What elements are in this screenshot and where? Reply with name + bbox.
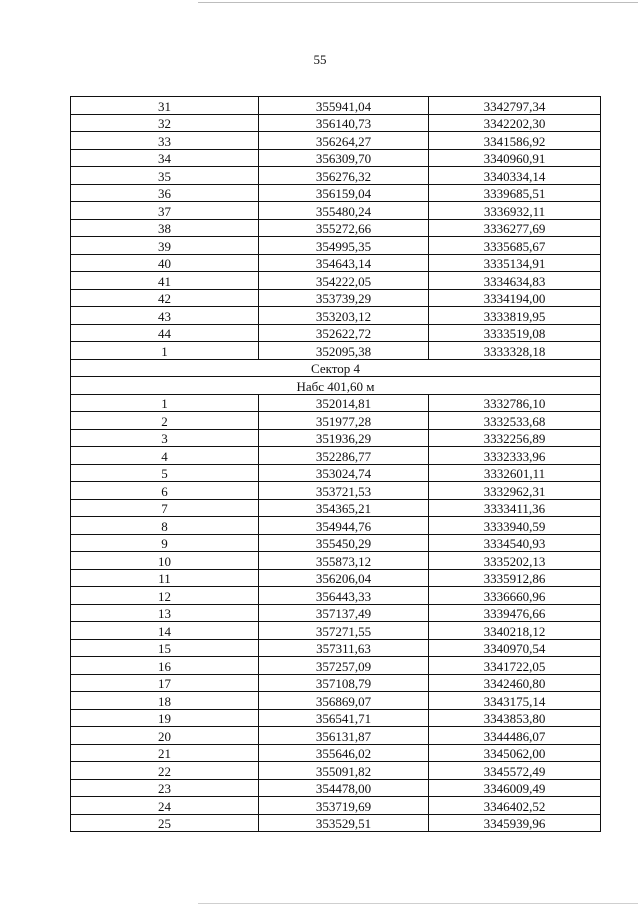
- coord-x-cell: 355272,66: [259, 219, 429, 237]
- coord-x-cell: 356869,07: [259, 692, 429, 710]
- point-number-cell: 17: [71, 674, 259, 692]
- point-number-cell: 6: [71, 482, 259, 500]
- coord-y-cell: 3343853,80: [429, 709, 601, 727]
- coord-y-cell: 3335202,13: [429, 552, 601, 570]
- coord-x-cell: 353721,53: [259, 482, 429, 500]
- table-row: [71, 517, 601, 535]
- point-number-cell: 13: [71, 604, 259, 622]
- coord-x-cell: 351936,29: [259, 429, 429, 447]
- point-number-cell: 33: [71, 132, 259, 150]
- table-row: [71, 569, 601, 587]
- table-row: [71, 779, 601, 797]
- coord-x-cell: 352286,77: [259, 447, 429, 465]
- coord-x-cell: 356541,71: [259, 709, 429, 727]
- table-row: [71, 814, 601, 832]
- coord-x-cell: 355480,24: [259, 202, 429, 220]
- table-row: [71, 394, 601, 412]
- table-row: [71, 307, 601, 325]
- coord-x-cell: 356159,04: [259, 184, 429, 202]
- point-number-cell: 5: [71, 464, 259, 482]
- coord-y-cell: 3335912,86: [429, 569, 601, 587]
- coord-x-cell: 356264,27: [259, 132, 429, 150]
- point-number-cell: 7: [71, 499, 259, 517]
- point-number-cell: 36: [71, 184, 259, 202]
- coord-y-cell: 3333519,08: [429, 324, 601, 342]
- coord-y-cell: 3342797,34: [429, 97, 601, 115]
- coord-x-cell: 356443,33: [259, 587, 429, 605]
- coord-y-cell: 3332962,31: [429, 482, 601, 500]
- height-label: Набс 401,60 м: [71, 377, 601, 395]
- table-row: [71, 674, 601, 692]
- table-row: [71, 657, 601, 675]
- coord-y-cell: 3334194,00: [429, 289, 601, 307]
- coord-y-cell: 3340334,14: [429, 167, 601, 185]
- sector-title: Сектор 4: [71, 359, 601, 377]
- table-row: [71, 149, 601, 167]
- coord-x-cell: 357137,49: [259, 604, 429, 622]
- coord-y-cell: 3332533,68: [429, 412, 601, 430]
- point-number-cell: 2: [71, 412, 259, 430]
- point-number-cell: 9: [71, 534, 259, 552]
- point-number-cell: 39: [71, 237, 259, 255]
- coord-x-cell: 353529,51: [259, 814, 429, 832]
- coord-x-cell: 356206,04: [259, 569, 429, 587]
- coord-x-cell: 357311,63: [259, 639, 429, 657]
- coord-y-cell: 3336277,69: [429, 219, 601, 237]
- coord-y-cell: 3335134,91: [429, 254, 601, 272]
- point-number-cell: 14: [71, 622, 259, 640]
- table-row: [71, 324, 601, 342]
- table-row: [71, 132, 601, 150]
- table-row: [71, 499, 601, 517]
- page-number: 55: [313, 52, 327, 67]
- coord-x-cell: 354478,00: [259, 779, 429, 797]
- table-row: [71, 622, 601, 640]
- point-number-cell: 42: [71, 289, 259, 307]
- table-row: [71, 272, 601, 290]
- table-row: [71, 534, 601, 552]
- coord-x-cell: 355646,02: [259, 744, 429, 762]
- point-number-cell: 23: [71, 779, 259, 797]
- table-row: [71, 447, 601, 465]
- coord-x-cell: 353024,74: [259, 464, 429, 482]
- table-row: [71, 744, 601, 762]
- point-number-cell: 35: [71, 167, 259, 185]
- coord-y-cell: 3334540,93: [429, 534, 601, 552]
- coord-y-cell: 3332786,10: [429, 394, 601, 412]
- coord-y-cell: 3336660,96: [429, 587, 601, 605]
- coord-y-cell: 3332601,11: [429, 464, 601, 482]
- table-row: [71, 167, 601, 185]
- point-number-cell: 3: [71, 429, 259, 447]
- point-number-cell: 15: [71, 639, 259, 657]
- point-number-cell: 44: [71, 324, 259, 342]
- table-row: [71, 604, 601, 622]
- coord-y-cell: 3343175,14: [429, 692, 601, 710]
- point-number-cell: 21: [71, 744, 259, 762]
- coord-y-cell: 3345062,00: [429, 744, 601, 762]
- coord-y-cell: 3346402,52: [429, 797, 601, 815]
- coord-y-cell: 3333819,95: [429, 307, 601, 325]
- top-scan-rule: [198, 2, 638, 3]
- sector-title-row: [71, 359, 601, 377]
- coord-x-cell: 355873,12: [259, 552, 429, 570]
- coord-x-cell: 354643,14: [259, 254, 429, 272]
- coord-y-cell: 3334634,83: [429, 272, 601, 290]
- coord-x-cell: 353719,69: [259, 797, 429, 815]
- coord-y-cell: 3340218,12: [429, 622, 601, 640]
- coord-x-cell: 356140,73: [259, 114, 429, 132]
- point-number-cell: 16: [71, 657, 259, 675]
- coord-y-cell: 3332333,96: [429, 447, 601, 465]
- point-number-cell: 4: [71, 447, 259, 465]
- table-row: [71, 552, 601, 570]
- point-number-cell: 1: [71, 394, 259, 412]
- point-number-cell: 31: [71, 97, 259, 115]
- coord-y-cell: 3342460,80: [429, 674, 601, 692]
- coord-x-cell: 353203,12: [259, 307, 429, 325]
- coord-y-cell: 3341722,05: [429, 657, 601, 675]
- table-row: [71, 219, 601, 237]
- point-number-cell: 18: [71, 692, 259, 710]
- coord-y-cell: 3340970,54: [429, 639, 601, 657]
- coord-x-cell: 355091,82: [259, 762, 429, 780]
- coord-x-cell: 356309,70: [259, 149, 429, 167]
- table-row: [71, 692, 601, 710]
- point-number-cell: 32: [71, 114, 259, 132]
- point-number-cell: 25: [71, 814, 259, 832]
- coord-x-cell: 352622,72: [259, 324, 429, 342]
- coord-y-cell: 3335685,67: [429, 237, 601, 255]
- point-number-cell: 41: [71, 272, 259, 290]
- table-row: [71, 639, 601, 657]
- coord-y-cell: 3333328,18: [429, 342, 601, 360]
- coord-y-cell: 3344486,07: [429, 727, 601, 745]
- coord-x-cell: 353739,29: [259, 289, 429, 307]
- coord-x-cell: 357271,55: [259, 622, 429, 640]
- point-number-cell: 43: [71, 307, 259, 325]
- coord-x-cell: 351977,28: [259, 412, 429, 430]
- point-number-cell: 37: [71, 202, 259, 220]
- table-row: [71, 762, 601, 780]
- coord-x-cell: 357108,79: [259, 674, 429, 692]
- point-number-cell: 19: [71, 709, 259, 727]
- table-row: [71, 342, 601, 360]
- coord-x-cell: 352014,81: [259, 394, 429, 412]
- coord-y-cell: 3345572,49: [429, 762, 601, 780]
- table-row: [71, 289, 601, 307]
- coord-x-cell: 354222,05: [259, 272, 429, 290]
- table-row: [71, 587, 601, 605]
- table-row: [71, 429, 601, 447]
- coord-y-cell: 3346009,49: [429, 779, 601, 797]
- point-number-cell: 38: [71, 219, 259, 237]
- point-number-cell: 20: [71, 727, 259, 745]
- coord-y-cell: 3340960,91: [429, 149, 601, 167]
- height-label-row: [71, 377, 601, 395]
- point-number-cell: 22: [71, 762, 259, 780]
- point-number-cell: 34: [71, 149, 259, 167]
- point-number-cell: 12: [71, 587, 259, 605]
- table-row: [71, 412, 601, 430]
- coord-y-cell: 3339685,51: [429, 184, 601, 202]
- coord-x-cell: 357257,09: [259, 657, 429, 675]
- coord-y-cell: 3333940,59: [429, 517, 601, 535]
- coord-y-cell: 3333411,36: [429, 499, 601, 517]
- point-number-cell: 10: [71, 552, 259, 570]
- table-row: [71, 709, 601, 727]
- table-row: [71, 202, 601, 220]
- coord-y-cell: 3339476,66: [429, 604, 601, 622]
- coord-x-cell: 356131,87: [259, 727, 429, 745]
- table-row: [71, 114, 601, 132]
- coord-x-cell: 354365,21: [259, 499, 429, 517]
- coord-x-cell: 355941,04: [259, 97, 429, 115]
- table-row: [71, 797, 601, 815]
- table-row: [71, 97, 601, 115]
- coord-x-cell: 355450,29: [259, 534, 429, 552]
- coord-y-cell: 3332256,89: [429, 429, 601, 447]
- table-row: [71, 184, 601, 202]
- coord-y-cell: 3345939,96: [429, 814, 601, 832]
- coord-x-cell: 354944,76: [259, 517, 429, 535]
- coord-y-cell: 3336932,11: [429, 202, 601, 220]
- coordinates-table: [70, 96, 601, 832]
- coordinates-table-body: [71, 97, 601, 832]
- coord-y-cell: 3341586,92: [429, 132, 601, 150]
- point-number-cell: 11: [71, 569, 259, 587]
- coord-x-cell: 354995,35: [259, 237, 429, 255]
- coord-x-cell: 356276,32: [259, 167, 429, 185]
- table-row: [71, 482, 601, 500]
- point-number-cell: 40: [71, 254, 259, 272]
- bottom-scan-rule: [198, 903, 638, 904]
- point-number-cell: 1: [71, 342, 259, 360]
- point-number-cell: 24: [71, 797, 259, 815]
- coord-y-cell: 3342202,30: [429, 114, 601, 132]
- table-row: [71, 254, 601, 272]
- table-row: [71, 464, 601, 482]
- table-row: [71, 237, 601, 255]
- coord-x-cell: 352095,38: [259, 342, 429, 360]
- point-number-cell: 8: [71, 517, 259, 535]
- table-row: [71, 727, 601, 745]
